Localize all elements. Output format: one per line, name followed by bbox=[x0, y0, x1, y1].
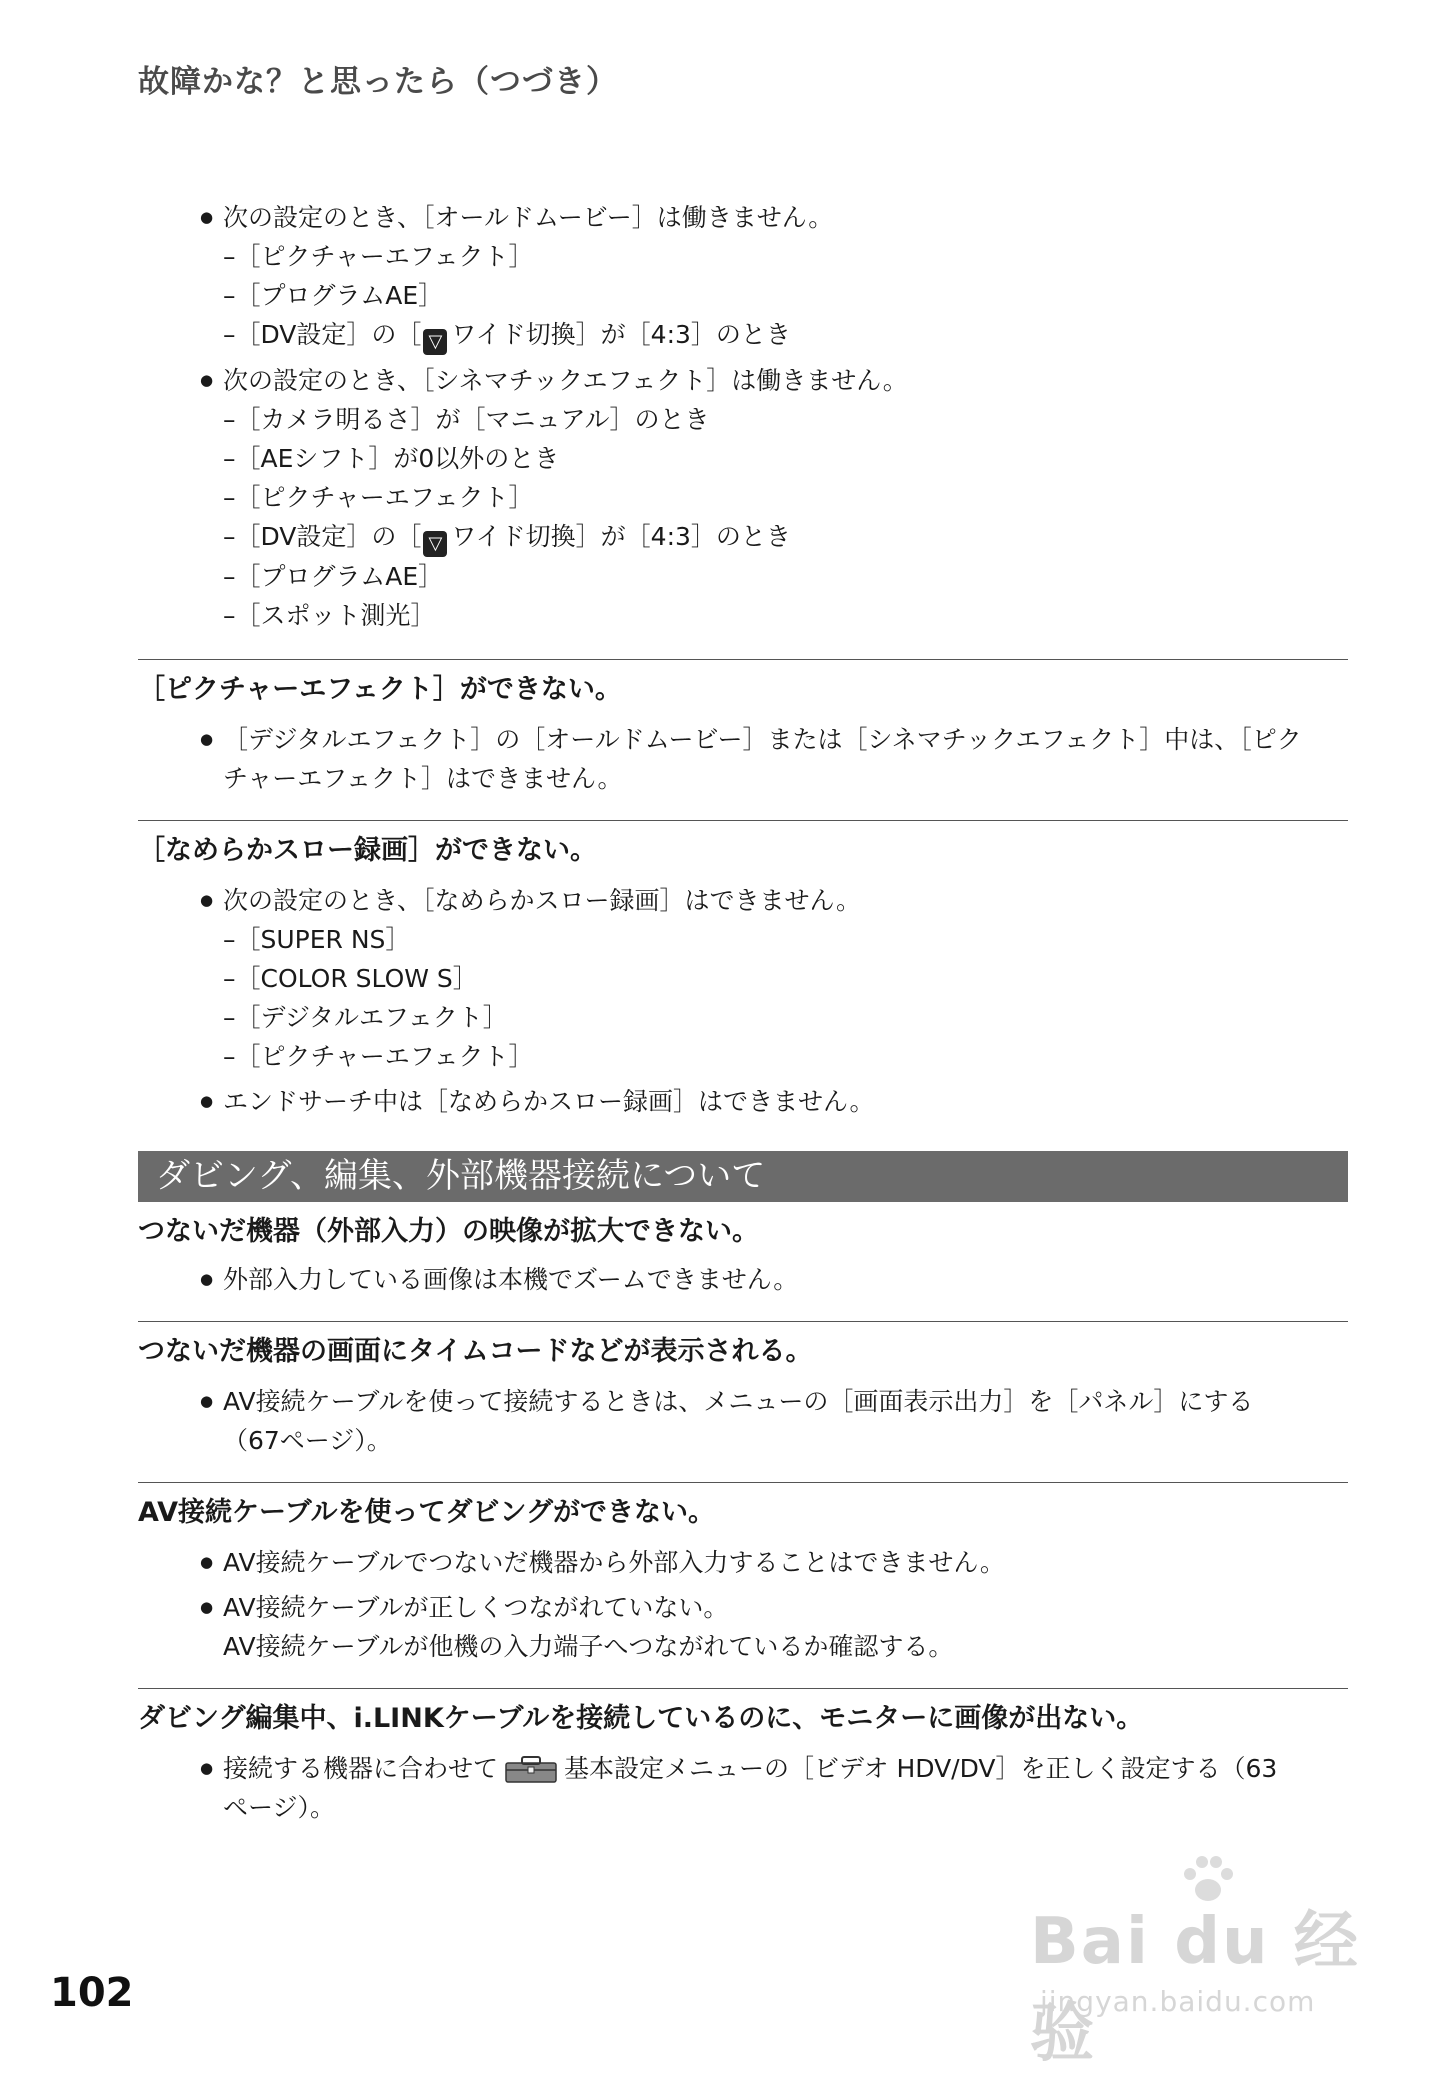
settings-block bbox=[138, 198, 1348, 635]
issue-title-zoom: つないだ機器（外部入力）の映像が拡大できない。 bbox=[138, 1216, 759, 1247]
watermark bbox=[1030, 1850, 1360, 2071]
divider bbox=[138, 1482, 1348, 1483]
divider bbox=[138, 1688, 1348, 1689]
issue-title-av-dubbing: AV接続ケーブルを使ってダビングができない。 bbox=[138, 1497, 715, 1528]
bullet-picture-effect: ● ［デジタルエフェクト］の［オールドムービー］または［シネマチックエフェクト］中は、［ピク bbox=[138, 720, 1348, 759]
page-number: 102 bbox=[50, 1970, 134, 2016]
list-item: –［プログラムAE］ bbox=[223, 562, 444, 591]
list-item: –［SUPER NS］ bbox=[223, 925, 411, 954]
bullet-ilink bbox=[138, 1749, 1348, 1788]
list-item-text: –［DV設定］の［ bbox=[223, 320, 422, 349]
watermark-logo-text: Bai du 经验 bbox=[1030, 1905, 1360, 2071]
main-content bbox=[138, 198, 1348, 1827]
bullet-text: 接続する機器に合わせて bbox=[223, 1754, 499, 1783]
bullet-continuation: チャーエフェクト］はできません。 bbox=[223, 764, 623, 793]
issue-title-ilink: ダビング編集中、i.LINKケーブルを接続しているのに、モニターに画像が出ない。 bbox=[138, 1703, 1144, 1734]
bullet-continuation: （67ページ）。 bbox=[223, 1426, 392, 1455]
bullet-text: 基本設定メニューの［ビデオ HDV/DV］を正しく設定する（63 bbox=[564, 1754, 1278, 1783]
bullet-av-connection: ● AV接続ケーブルが正しくつながれていない。 bbox=[138, 1588, 1348, 1627]
list-item: –［ピクチャーエフェクト］ bbox=[223, 242, 534, 271]
bullet-timecode: ● AV接続ケーブルを使って接続するときは、メニューの［画面表示出力］を［パネル］にする bbox=[138, 1382, 1348, 1421]
list-item-dv-setting bbox=[138, 315, 1348, 355]
camera-wide-icon: ▽ bbox=[423, 531, 447, 557]
list-item-text: –［DV設定］の［ bbox=[223, 522, 422, 551]
bullet-end-search: ● エンドサーチ中は［なめらかスロー録画］はできません。 bbox=[138, 1082, 1348, 1121]
list-item: –［プログラムAE］ bbox=[223, 281, 444, 310]
list-item: –［COLOR SLOW S］ bbox=[223, 964, 478, 993]
bullet-continuation: AV接続ケーブルが他機の入力端子へつながれているか確認する。 bbox=[223, 1632, 954, 1661]
list-item: –［カメラ明るさ］が［マニュアル］のとき bbox=[223, 405, 710, 434]
section-heading-dubbing: ダビング、編集、外部機器接続について bbox=[138, 1151, 1348, 1202]
page-header-title: 故障かな？と思ったら（つづき） bbox=[138, 64, 618, 100]
bullet-av-input: ● AV接続ケーブルでつないだ機器から外部入力することはできません。 bbox=[138, 1543, 1348, 1582]
watermark-url: jingyan.baidu.com bbox=[1040, 1985, 1316, 2018]
issue-title-timecode: つないだ機器の画面にタイムコードなどが表示される。 bbox=[138, 1336, 813, 1367]
divider bbox=[138, 659, 1348, 660]
list-item-dv-setting bbox=[138, 517, 1348, 557]
list-item: –［デジタルエフェクト］ bbox=[223, 1003, 508, 1032]
issue-title-picture-effect: ［ピクチャーエフェクト］ができない。 bbox=[138, 674, 622, 705]
bullet-cinematic: ● 次の設定のとき、［シネマチックエフェクト］は働きません。 bbox=[138, 361, 1348, 400]
issue-title-smooth-slow: ［なめらかスロー録画］ができない。 bbox=[138, 835, 597, 866]
bullet-continuation: ページ）。 bbox=[223, 1793, 336, 1822]
divider bbox=[138, 1321, 1348, 1322]
bullet-old-movie: ● 次の設定のとき、［オールドムービー］は働きません。 bbox=[138, 198, 1348, 237]
divider bbox=[138, 820, 1348, 821]
bullet-zoom: ● 外部入力している画像は本機でズームできません。 bbox=[138, 1260, 1348, 1299]
list-item-text: ワイド切換］が［4:3］のとき bbox=[451, 320, 791, 349]
toolbox-icon bbox=[504, 1754, 558, 1784]
list-item-text: ワイド切換］が［4:3］のとき bbox=[451, 522, 791, 551]
list-item: –［AEシフト］が0以外のとき bbox=[223, 444, 560, 473]
bullet-smooth-slow: ● 次の設定のとき、［なめらかスロー録画］はできません。 bbox=[138, 881, 1348, 920]
list-item: –［ピクチャーエフェクト］ bbox=[223, 1042, 534, 1071]
camera-wide-icon: ▽ bbox=[423, 329, 447, 355]
list-item: –［ピクチャーエフェクト］ bbox=[223, 483, 534, 512]
list-item: –［スポット測光］ bbox=[223, 601, 436, 630]
